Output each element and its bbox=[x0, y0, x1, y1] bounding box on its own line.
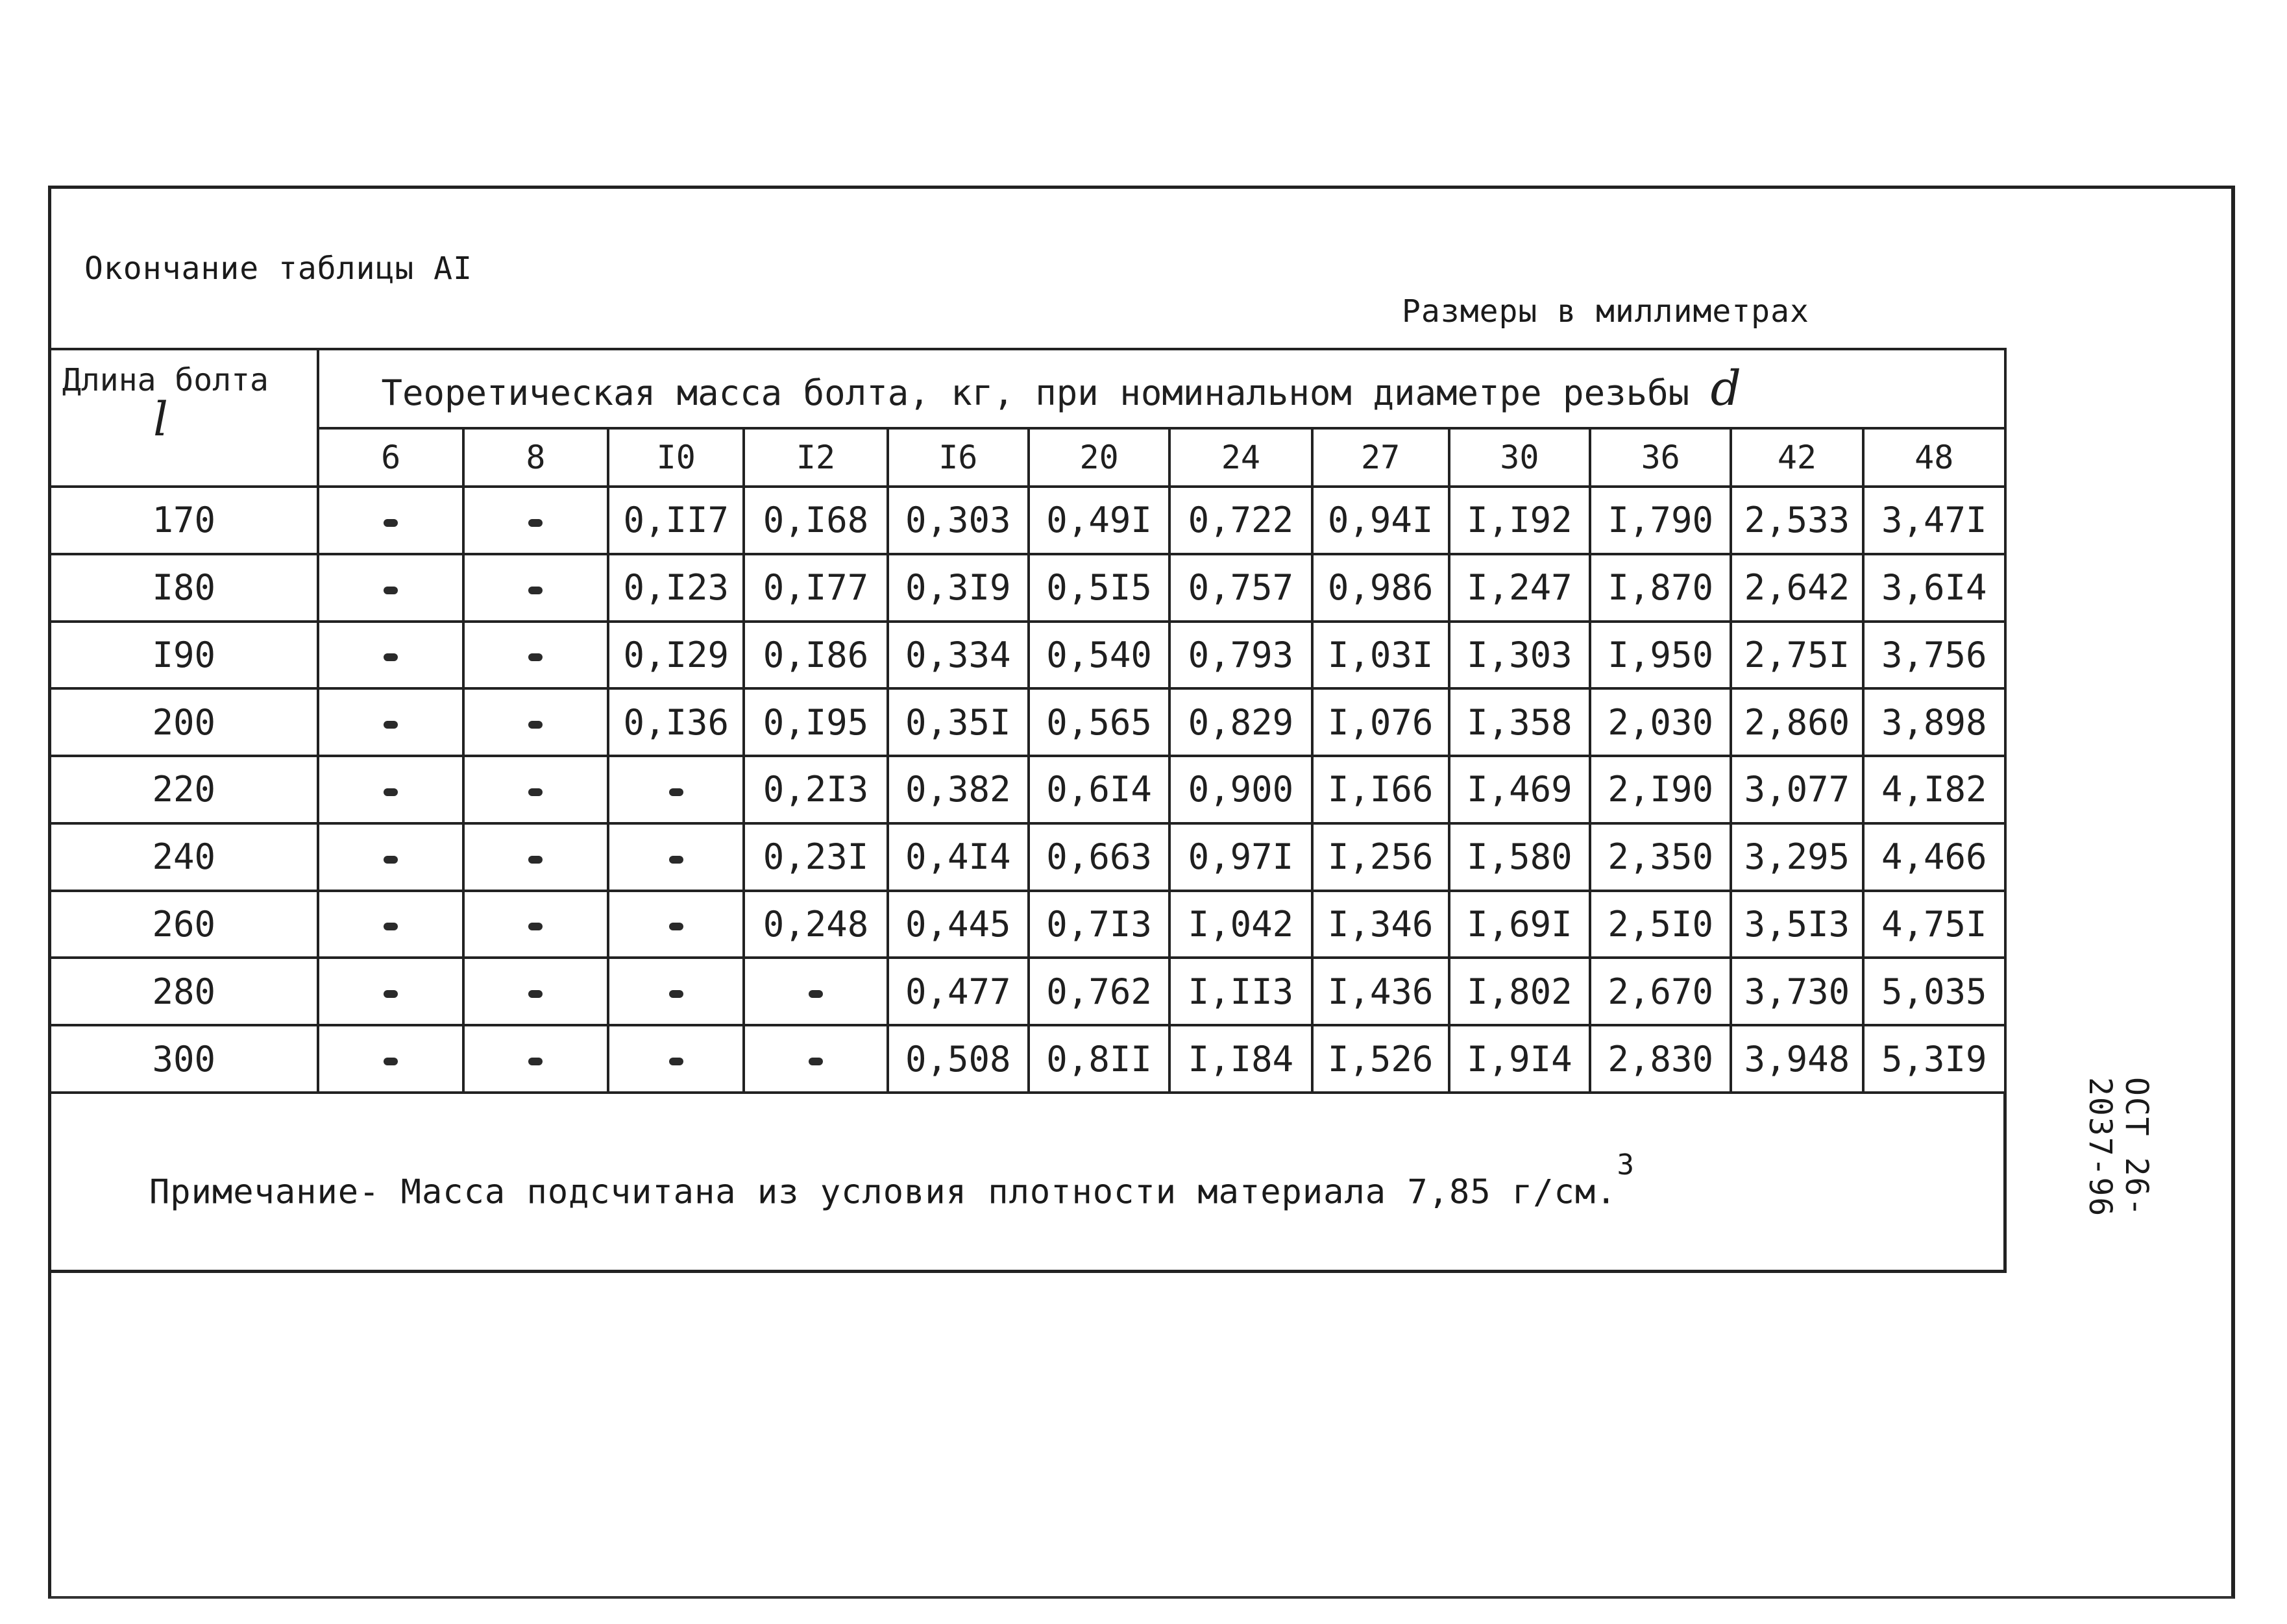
mass-value-cell: 2,030 bbox=[1590, 688, 1731, 756]
dash-mark bbox=[384, 990, 398, 998]
mass-value-cell: 0,540 bbox=[1029, 622, 1169, 689]
empty-mass-cell bbox=[463, 823, 608, 891]
mass-value-cell: 2,830 bbox=[1590, 1025, 1731, 1093]
mass-value-cell: I,950 bbox=[1590, 622, 1731, 689]
mass-value-cell: 0,I95 bbox=[744, 688, 887, 756]
table-row bbox=[51, 554, 2005, 622]
dash-mark bbox=[528, 587, 543, 594]
note-text: Примечание- Масса подсчитана из условия плотности материала 7,85 г/см. bbox=[149, 1172, 1617, 1212]
mass-value-cell: 0,762 bbox=[1029, 958, 1169, 1025]
mass-value-cell: 0,2I3 bbox=[744, 756, 887, 823]
mass-value-cell: 4,I82 bbox=[1863, 756, 2005, 823]
empty-mass-cell bbox=[318, 891, 463, 958]
mass-value-cell: 4,75I bbox=[1863, 891, 2005, 958]
diameter-header-cell: 48 bbox=[1863, 428, 2005, 487]
mass-value-cell: 0,97I bbox=[1169, 823, 1312, 891]
empty-mass-cell bbox=[463, 554, 608, 622]
dash-mark bbox=[528, 653, 543, 661]
mass-value-cell: I,076 bbox=[1312, 688, 1449, 756]
mass-group-header bbox=[318, 349, 2005, 428]
empty-mass-cell bbox=[463, 891, 608, 958]
empty-mass-cell bbox=[318, 756, 463, 823]
diameter-header-cell: 42 bbox=[1731, 428, 1863, 487]
bolt-length-cell: 170 bbox=[51, 487, 318, 554]
table-row bbox=[51, 756, 2005, 823]
mass-value-cell: 3,5I3 bbox=[1731, 891, 1863, 958]
note-superscript: 3 bbox=[1617, 1148, 1635, 1182]
empty-mass-cell bbox=[318, 688, 463, 756]
mass-value-cell: 3,898 bbox=[1863, 688, 2005, 756]
mass-value-cell: 0,248 bbox=[744, 891, 887, 958]
bolt-mass-table bbox=[51, 348, 2007, 1094]
mass-value-cell: I,247 bbox=[1449, 554, 1590, 622]
table-row bbox=[51, 823, 2005, 891]
mass-value-cell: 0,I23 bbox=[608, 554, 744, 622]
empty-mass-cell bbox=[744, 1025, 887, 1093]
table-row bbox=[51, 622, 2005, 689]
mass-value-cell: I,469 bbox=[1449, 756, 1590, 823]
bolt-length-cell: 200 bbox=[51, 688, 318, 756]
mass-value-cell: I,436 bbox=[1312, 958, 1449, 1025]
length-symbol: l bbox=[153, 392, 169, 446]
mass-value-cell: 0,508 bbox=[888, 1025, 1029, 1093]
diameter-header-cell: 8 bbox=[463, 428, 608, 487]
dash-mark bbox=[384, 788, 398, 796]
mass-value-cell: I,I84 bbox=[1169, 1025, 1312, 1093]
empty-mass-cell bbox=[318, 958, 463, 1025]
table-row bbox=[51, 891, 2005, 958]
dash-mark bbox=[809, 990, 823, 998]
table-caption: Окончание таблицы АI bbox=[84, 250, 472, 287]
mass-value-cell: 3,756 bbox=[1863, 622, 2005, 689]
dash-mark bbox=[384, 923, 398, 930]
dash-mark bbox=[669, 788, 683, 796]
dash-mark bbox=[384, 721, 398, 729]
table-body bbox=[51, 487, 2005, 1093]
empty-mass-cell bbox=[318, 487, 463, 554]
dash-mark bbox=[384, 1058, 398, 1065]
mass-value-cell: 0,663 bbox=[1029, 823, 1169, 891]
bolt-length-cell: 260 bbox=[51, 891, 318, 958]
mass-value-cell: 0,986 bbox=[1312, 554, 1449, 622]
mass-value-cell: I,790 bbox=[1590, 487, 1731, 554]
dash-mark bbox=[528, 1058, 543, 1065]
mass-value-cell: 4,466 bbox=[1863, 823, 2005, 891]
mass-value-cell: 0,900 bbox=[1169, 756, 1312, 823]
mass-value-cell: I,303 bbox=[1449, 622, 1590, 689]
mass-value-cell: 3,295 bbox=[1731, 823, 1863, 891]
mass-value-cell: 2,5I0 bbox=[1590, 891, 1731, 958]
dash-mark bbox=[384, 587, 398, 594]
dash-mark bbox=[384, 653, 398, 661]
dash-mark bbox=[669, 856, 683, 864]
dash-mark bbox=[384, 856, 398, 864]
empty-mass-cell bbox=[463, 958, 608, 1025]
dash-mark bbox=[528, 721, 543, 729]
diameter-header-cell: 27 bbox=[1312, 428, 1449, 487]
mass-value-cell: 0,94I bbox=[1312, 487, 1449, 554]
mass-value-cell: I,I66 bbox=[1312, 756, 1449, 823]
mass-value-cell: 0,793 bbox=[1169, 622, 1312, 689]
table-row bbox=[51, 958, 2005, 1025]
table-row bbox=[51, 688, 2005, 756]
mass-value-cell: 0,I29 bbox=[608, 622, 744, 689]
mass-value-cell: 0,757 bbox=[1169, 554, 1312, 622]
diameter-header-cell: 30 bbox=[1449, 428, 1590, 487]
mass-value-cell: 3,730 bbox=[1731, 958, 1863, 1025]
length-column-header bbox=[51, 349, 318, 487]
empty-mass-cell bbox=[463, 487, 608, 554]
bolt-length-cell: I80 bbox=[51, 554, 318, 622]
mass-value-cell: I,9I4 bbox=[1449, 1025, 1590, 1093]
length-header-label: Длина болта bbox=[62, 362, 269, 398]
mass-value-cell: 0,445 bbox=[888, 891, 1029, 958]
mass-value-cell: I,802 bbox=[1449, 958, 1590, 1025]
mass-value-cell: I,256 bbox=[1312, 823, 1449, 891]
mass-value-cell: 2,860 bbox=[1731, 688, 1863, 756]
empty-mass-cell bbox=[608, 1025, 744, 1093]
mass-value-cell: 0,23I bbox=[744, 823, 887, 891]
mass-value-cell: 0,4I4 bbox=[888, 823, 1029, 891]
dash-mark bbox=[528, 856, 543, 864]
bolt-length-cell: 300 bbox=[51, 1025, 318, 1093]
mass-value-cell: 2,670 bbox=[1590, 958, 1731, 1025]
mass-value-cell: 0,334 bbox=[888, 622, 1029, 689]
diameter-symbol: d bbox=[1710, 361, 1742, 417]
empty-mass-cell bbox=[318, 622, 463, 689]
mass-value-cell: 0,6I4 bbox=[1029, 756, 1169, 823]
mass-value-cell: I,I92 bbox=[1449, 487, 1590, 554]
bolt-length-cell: I90 bbox=[51, 622, 318, 689]
mass-value-cell: 0,I86 bbox=[744, 622, 887, 689]
mass-value-cell: I,580 bbox=[1449, 823, 1590, 891]
diameter-header-cell: 36 bbox=[1590, 428, 1731, 487]
units-note: Размеры в миллиметрах bbox=[1402, 293, 1809, 330]
mass-value-cell: 0,382 bbox=[888, 756, 1029, 823]
mass-value-cell: 3,077 bbox=[1731, 756, 1863, 823]
dash-mark bbox=[669, 1058, 683, 1065]
mass-value-cell: 3,47I bbox=[1863, 487, 2005, 554]
empty-mass-cell bbox=[608, 756, 744, 823]
mass-value-cell: I,526 bbox=[1312, 1025, 1449, 1093]
mass-value-cell: 3,6I4 bbox=[1863, 554, 2005, 622]
mass-value-cell: I,03I bbox=[1312, 622, 1449, 689]
dash-mark bbox=[528, 990, 543, 998]
empty-mass-cell bbox=[463, 688, 608, 756]
mass-value-cell: I,346 bbox=[1312, 891, 1449, 958]
dash-mark bbox=[528, 519, 543, 527]
mass-value-cell: 2,642 bbox=[1731, 554, 1863, 622]
dash-mark bbox=[669, 990, 683, 998]
mass-value-cell: I,69I bbox=[1449, 891, 1590, 958]
mass-value-cell: 0,8II bbox=[1029, 1025, 1169, 1093]
table-row bbox=[51, 1025, 2005, 1093]
mass-value-cell: 0,I36 bbox=[608, 688, 744, 756]
dash-mark bbox=[528, 923, 543, 930]
bolt-length-cell: 240 bbox=[51, 823, 318, 891]
mass-value-cell: 0,35I bbox=[888, 688, 1029, 756]
empty-mass-cell bbox=[318, 1025, 463, 1093]
mass-value-cell: 2,533 bbox=[1731, 487, 1863, 554]
empty-mass-cell bbox=[608, 958, 744, 1025]
table-note bbox=[149, 1148, 1635, 1212]
diameter-header-cell: 6 bbox=[318, 428, 463, 487]
mass-value-cell: 0,I68 bbox=[744, 487, 887, 554]
diameter-header-cell: 24 bbox=[1169, 428, 1312, 487]
empty-mass-cell bbox=[608, 891, 744, 958]
mass-value-cell: 2,75I bbox=[1731, 622, 1863, 689]
mass-value-cell: 0,829 bbox=[1169, 688, 1312, 756]
mass-value-cell: 2,I90 bbox=[1590, 756, 1731, 823]
empty-mass-cell bbox=[744, 958, 887, 1025]
mass-value-cell: 0,I77 bbox=[744, 554, 887, 622]
diameter-header-cell: 20 bbox=[1029, 428, 1169, 487]
document-code: ОСТ 26-2037-96 bbox=[2082, 1077, 2155, 1218]
mass-value-cell: I,358 bbox=[1449, 688, 1590, 756]
mass-value-cell: 2,350 bbox=[1590, 823, 1731, 891]
mass-value-cell: 0,477 bbox=[888, 958, 1029, 1025]
mass-value-cell: I,870 bbox=[1590, 554, 1731, 622]
mass-value-cell: I,II3 bbox=[1169, 958, 1312, 1025]
dash-mark bbox=[528, 788, 543, 796]
diameter-header-cell: I2 bbox=[744, 428, 887, 487]
diameter-header-cell: I0 bbox=[608, 428, 744, 487]
dash-mark bbox=[669, 923, 683, 930]
mass-value-cell: 5,035 bbox=[1863, 958, 2005, 1025]
empty-mass-cell bbox=[608, 823, 744, 891]
diameter-header-row bbox=[51, 428, 2005, 487]
empty-mass-cell bbox=[318, 823, 463, 891]
mass-value-cell: 0,II7 bbox=[608, 487, 744, 554]
mass-value-cell: 0,722 bbox=[1169, 487, 1312, 554]
empty-mass-cell bbox=[463, 1025, 608, 1093]
empty-mass-cell bbox=[318, 554, 463, 622]
mass-value-cell: 0,49I bbox=[1029, 487, 1169, 554]
bolt-length-cell: 220 bbox=[51, 756, 318, 823]
mass-value-cell: 5,3I9 bbox=[1863, 1025, 2005, 1093]
dash-mark bbox=[809, 1058, 823, 1065]
mass-value-cell: 0,7I3 bbox=[1029, 891, 1169, 958]
mass-value-cell: I,042 bbox=[1169, 891, 1312, 958]
empty-mass-cell bbox=[463, 622, 608, 689]
mass-value-cell: 0,303 bbox=[888, 487, 1029, 554]
mass-value-cell: 0,3I9 bbox=[888, 554, 1029, 622]
mass-value-cell: 0,565 bbox=[1029, 688, 1169, 756]
diameter-header-cell: I6 bbox=[888, 428, 1029, 487]
mass-value-cell: 0,5I5 bbox=[1029, 554, 1169, 622]
dash-mark bbox=[384, 519, 398, 527]
mass-group-label: Теоретическая масса болта, кг, при номинальном диаметре резьбы bbox=[381, 372, 1690, 413]
table-row bbox=[51, 487, 2005, 554]
empty-mass-cell bbox=[463, 756, 608, 823]
bolt-length-cell: 280 bbox=[51, 958, 318, 1025]
mass-value-cell: 3,948 bbox=[1731, 1025, 1863, 1093]
